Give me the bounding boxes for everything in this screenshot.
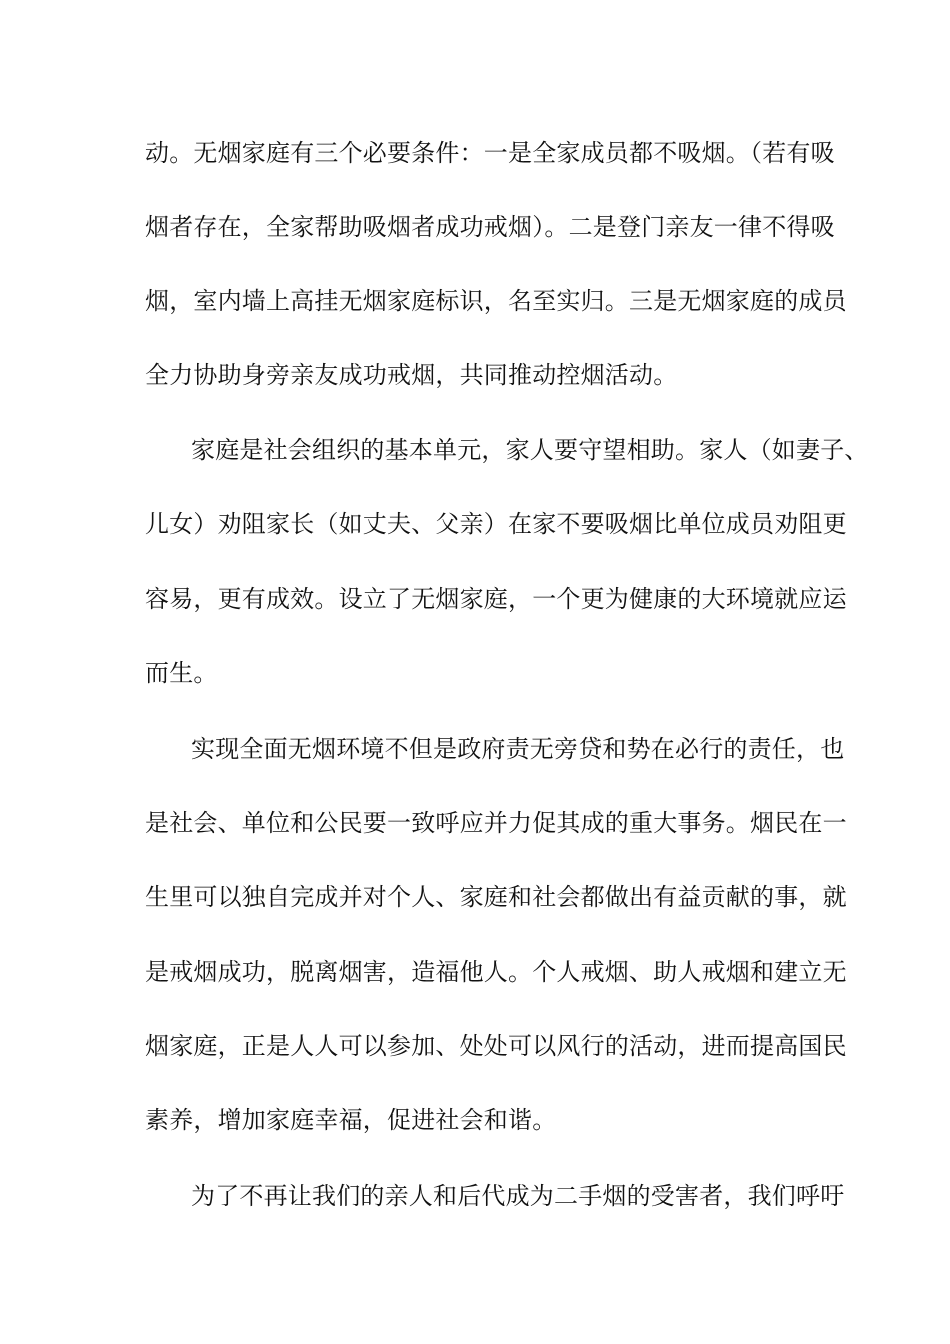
- text-line: 素养，增加家庭幸福，促进社会和谐。: [145, 1106, 557, 1134]
- text-line: 而生。: [145, 659, 218, 687]
- text-line: 生里可以独自完成并对个人、家庭和社会都做出有益贡献的事，就: [145, 883, 847, 911]
- text-line: 儿女）劝阻家长（如丈夫、父亲）在家不要吸烟比单位成员劝阻更: [145, 510, 847, 538]
- text-line: 容易，更有成效。设立了无烟家庭，一个更为健康的大环境就应运: [145, 585, 847, 613]
- paragraph-first-line: 为了不再让我们的亲人和后代成为二手烟的受害者，我们呼吁: [191, 1182, 845, 1210]
- text-line: 是社会、单位和公民要一致呼应并力促其成的重大事务。烟民在一: [145, 809, 847, 837]
- text-line: 烟家庭，正是人人可以参加、处处可以风行的活动，进而提高国民: [145, 1032, 847, 1060]
- text-line: 动。无烟家庭有三个必要条件：一是全家成员都不吸烟。（若有吸: [145, 139, 835, 167]
- text-line: 全力协助身旁亲友成功戒烟，共同推动控烟活动。: [145, 361, 678, 389]
- text-line: 烟者存在，全家帮助吸烟者成功戒烟）。二是登门亲友一律不得吸: [145, 213, 835, 241]
- paragraph-first-line: 家庭是社会组织的基本单元，家人要守望相助。家人（如妻子、: [191, 436, 869, 464]
- paragraph-first-line: 实现全面无烟环境不但是政府责无旁贷和势在必行的责任，也: [191, 735, 845, 763]
- text-line: 是戒烟成功，脱离烟害，造福他人。个人戒烟、助人戒烟和建立无: [145, 958, 847, 986]
- text-line: 烟，室内墙上高挂无烟家庭标识，名至实归。三是无烟家庭的成员: [145, 287, 847, 315]
